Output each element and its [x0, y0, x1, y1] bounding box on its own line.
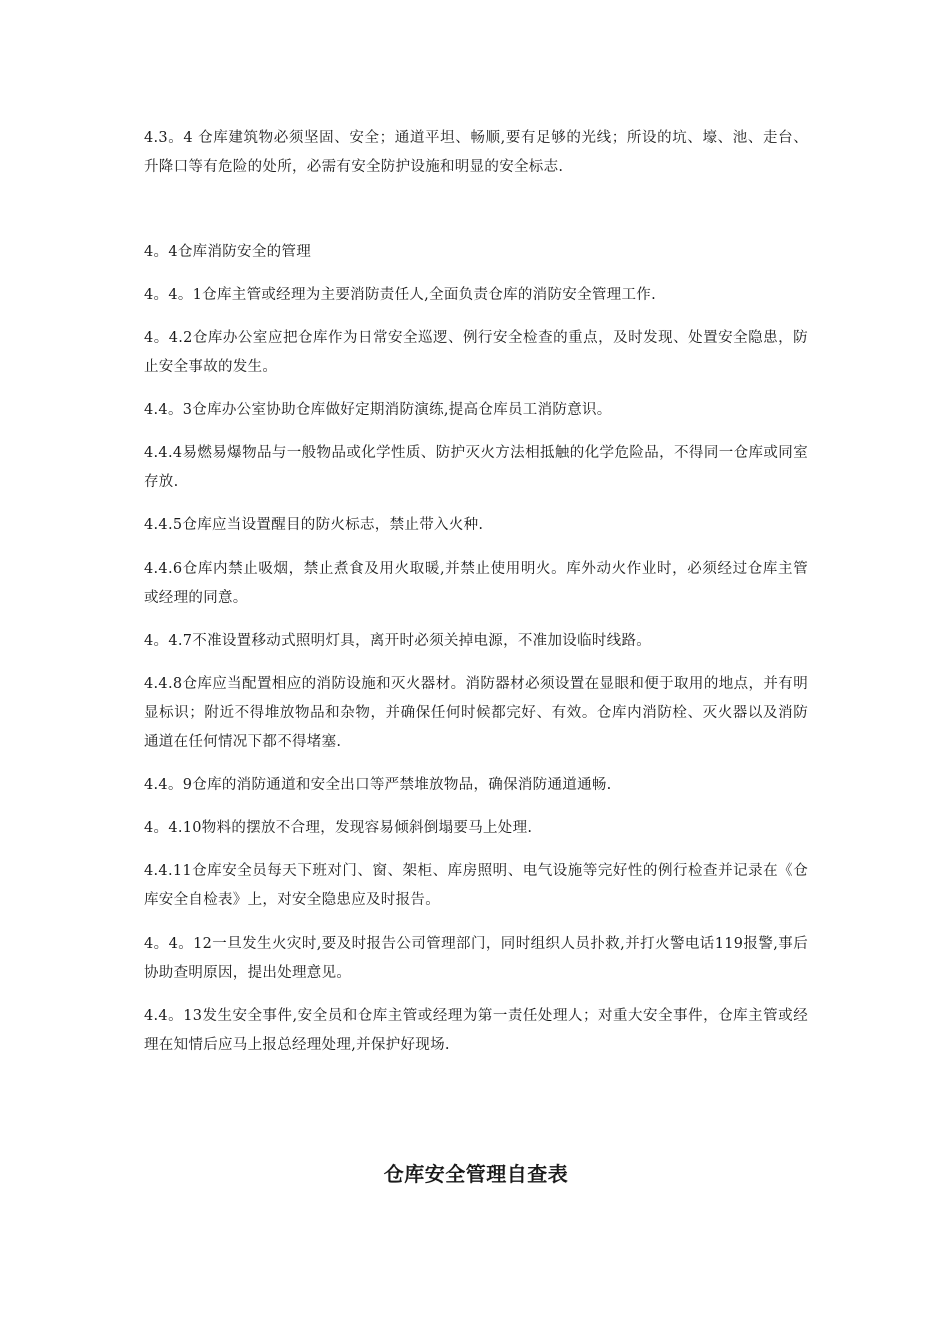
paragraph-4-4-10: 4。4.10物料的摆放不合理，发现容易倾斜倒塌要马上处理.: [144, 820, 533, 836]
paragraph-4-4-9: 4.4。9仓库的消防通道和安全出口等严禁堆放物品，确保消防通道通畅.: [144, 777, 612, 793]
paragraph-4-4-8: 4.4.8仓库应当配置相应的消防设施和灭火器材。消防器材必须设置在显眼和便于取用的地点，并有明显标识；附近不得堆放物品和杂物，并确保任何时候都完好、有效。仓库内消防栓、灭火器以及消防通道在任何情况下都不得堵塞.: [144, 676, 808, 750]
paragraph-4-4-2: 4。4.2仓库办公室应把仓库作为日常安全巡逻、例行安全检查的重点，及时发现、处置安全隐患，防止安全事故的发生。: [144, 330, 808, 375]
paragraph-4-4-7: 4。4.7不准设置移动式照明灯具，离开时必须关掉电源，不准加设临时线路。: [144, 633, 652, 649]
paragraph-4-4-1: 4。4。1仓库主管或经理为主要消防责任人,全面负责仓库的消防安全管理工作.: [144, 287, 656, 303]
paragraph-4-4-3: 4.4。3仓库办公室协助仓库做好定期消防演练,提高仓库员工消防意识。: [144, 402, 612, 418]
paragraph-4-4-4: 4.4.4易燃易爆物品与一般物品或化学性质、防护灭火方法相抵触的化学危险品，不得同一仓库或同室存放.: [144, 445, 808, 490]
paragraph-4-4-5: 4.4.5仓库应当设置醒目的防火标志，禁止带入火种.: [144, 517, 484, 533]
paragraph-4-4-11: 4.4.11仓库安全员每天下班对门、窗、架柜、库房照明、电气设施等完好性的例行检查并记录在《仓库安全自检表》上，对安全隐患应及时报告。: [144, 863, 808, 908]
table-title: 仓库安全管理自查表: [383, 1162, 569, 1186]
section-heading-4-4: 4。4仓库消防安全的管理: [144, 244, 312, 260]
paragraph-4-4-6: 4.4.6仓库内禁止吸烟，禁止煮食及用火取暖,并禁止使用明火。库外动火作业时，必须经过仓库主管或经理的同意。: [144, 561, 808, 606]
paragraph-4-4-12: 4。4。12一旦发生火灾时,要及时报告公司管理部门，同时组织人员扑救,并打火警电话119报警,事后协助查明原因，提出处理意见。: [144, 936, 808, 981]
paragraph-4-3-4: 4.3。4 仓库建筑物必须坚固、安全；通道平坦、畅顺,要有足够的光线；所设的坑、壕、池、走台、升降口等有危险的处所，必需有安全防护设施和明显的安全标志.: [144, 130, 808, 175]
paragraph-4-4-13: 4.4。13发生安全事件,安全员和仓库主管或经理为第一责任处理人；对重大安全事件，仓库主管或经理在知情后应马上报总经理处理,并保护好现场.: [144, 1008, 808, 1053]
